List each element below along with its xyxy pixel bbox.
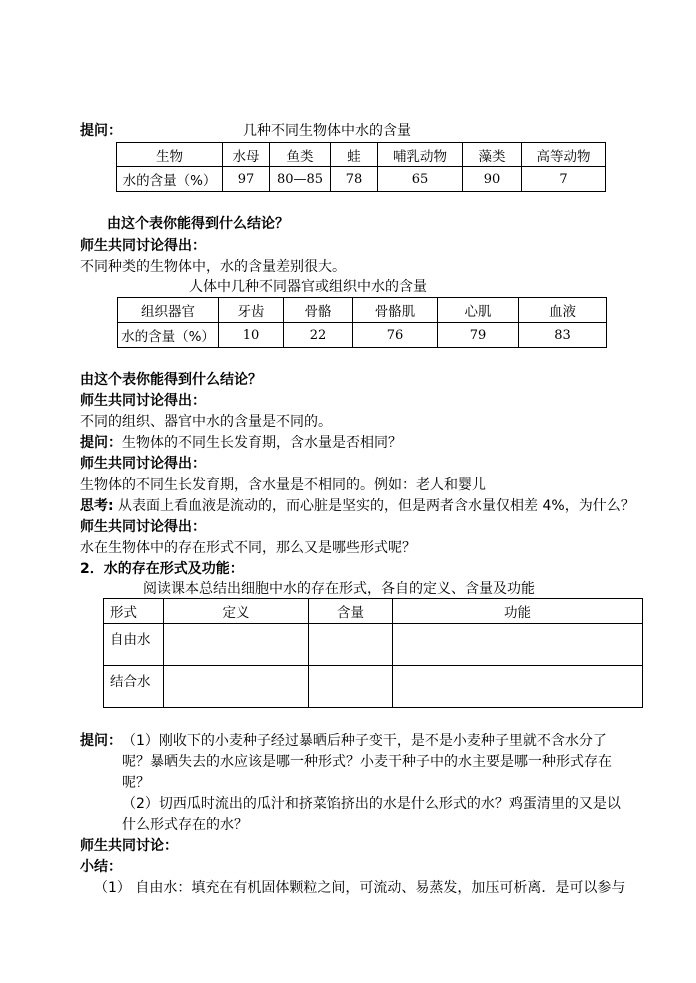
- t1-h2: 鱼类: [270, 143, 331, 167]
- t2-r5: 83: [519, 323, 607, 348]
- t3-h0: 形式: [104, 599, 164, 624]
- question-2: 由这个表你能得到什么结论？: [80, 372, 262, 388]
- t3-h2: 含量: [309, 599, 393, 624]
- t3-cell: [164, 665, 309, 707]
- ask-3-line-1: （1）刚收下的小麦种子经过暴晒后种子变干，是不是小麦种子里就不含水分了: [122, 733, 607, 749]
- t3-r1: 结合水: [104, 665, 164, 707]
- discuss-4: 师生共同讨论得出：: [80, 519, 206, 535]
- ask-3-line-3: 呢？: [122, 775, 150, 791]
- t3-cell: [393, 624, 643, 665]
- organism-water-table: [116, 142, 606, 192]
- think-text: 从表面上看血液是流动的，而心脏是坚实的，但是两者含水量仅相差 4%，为什么？: [113, 498, 635, 514]
- t2-r2: 22: [284, 323, 353, 348]
- t1-h4: 哺乳动物: [378, 143, 463, 167]
- t1-r4: 65: [378, 167, 463, 192]
- t1-h1: 水母: [223, 143, 270, 167]
- ask-label-1: 提问：: [80, 123, 122, 139]
- t1-h0: 生物: [117, 143, 223, 167]
- t1-r6: 7: [522, 167, 606, 192]
- ask-line-2: [80, 433, 402, 453]
- t1-r0: 水的含量（%）: [117, 167, 223, 192]
- t2-r1: 10: [219, 323, 284, 348]
- answer-3: 生物体的不同生长发育期，含水量是不相同的。例如：老人和婴儿: [80, 477, 486, 493]
- t2-h0: 组织器官: [118, 298, 219, 323]
- summary-label: 小结：: [80, 859, 122, 875]
- water-forms-table: [103, 598, 643, 708]
- t1-r5: 90: [463, 167, 522, 192]
- t1-r2: 80—85: [270, 167, 331, 192]
- ask-text-2: 生物体的不同生长发育期，含水量是否相同？: [122, 435, 402, 451]
- t1-r3: 78: [331, 167, 378, 192]
- t3-cell: [309, 624, 393, 665]
- answer-4: 水在生物体中的存在形式不同，那么又是哪些形式呢？: [80, 540, 416, 556]
- table1-title: 几种不同生物体中水的含量: [243, 123, 411, 139]
- table2-title: 人体中几种不同器官或组织中水的含量: [189, 279, 427, 295]
- t2-r4: 79: [438, 323, 519, 348]
- t2-h3: 骨骼肌: [353, 298, 438, 323]
- ask-3-line-2: 呢？暴晒失去的水应该是哪一种形式？小麦干种子中的水主要是哪一种形式存在: [122, 754, 612, 770]
- t2-h2: 骨骼: [284, 298, 353, 323]
- discuss-5: 师生共同讨论：: [80, 838, 178, 854]
- t3-cell: [164, 624, 309, 665]
- summary-item-1: （1） 自由水：填充在有机固体颗粒之间，可流动、易蒸发，加压可析离．是可以参与: [94, 880, 626, 896]
- t2-r0: 水的含量（%）: [118, 323, 219, 348]
- instruction: 阅读课本总结出细胞中水的存在形式，各自的定义、含量及功能: [143, 581, 535, 597]
- think-line: [80, 496, 635, 516]
- t2-h1: 牙齿: [219, 298, 284, 323]
- question-1: 由这个表你能得到什么结论？: [107, 216, 289, 232]
- discuss-3: 师生共同讨论得出：: [80, 456, 206, 472]
- t3-h1: 定义: [164, 599, 309, 624]
- t3-cell: [393, 665, 643, 707]
- answer-2: 不同的组织、器官中水的含量是不同的。: [80, 414, 332, 430]
- discuss-1: 师生共同讨论得出：: [80, 238, 206, 254]
- ask-label-2: 提问：: [80, 435, 122, 451]
- ask-3b-line-2: 什么形式存在的水？: [122, 817, 248, 833]
- t2-r3: 76: [353, 323, 438, 348]
- t3-cell: [309, 665, 393, 707]
- t1-h5: 藻类: [463, 143, 522, 167]
- tissue-water-table: [117, 297, 607, 348]
- section-heading: 2．水的存在形式及功能：: [80, 561, 244, 577]
- t1-r1: 97: [223, 167, 270, 192]
- t1-h6: 高等动物: [522, 143, 606, 167]
- t3-r0: 自由水: [104, 624, 164, 665]
- t2-h5: 血液: [519, 298, 607, 323]
- answer-1: 不同种类的生物体中，水的含量差别很大。: [80, 259, 346, 275]
- t2-h4: 心肌: [438, 298, 519, 323]
- think-label: 思考:: [80, 498, 114, 514]
- ask-label-3: 提问：: [80, 733, 122, 749]
- ask-3b-line-1: （2）切西瓜时流出的瓜汁和挤菜馅挤出的水是什么形式的水？鸡蛋清里的又是以: [122, 796, 621, 812]
- t3-h3: 功能: [393, 599, 643, 624]
- t1-h3: 蛙: [331, 143, 378, 167]
- discuss-2: 师生共同讨论得出：: [80, 393, 206, 409]
